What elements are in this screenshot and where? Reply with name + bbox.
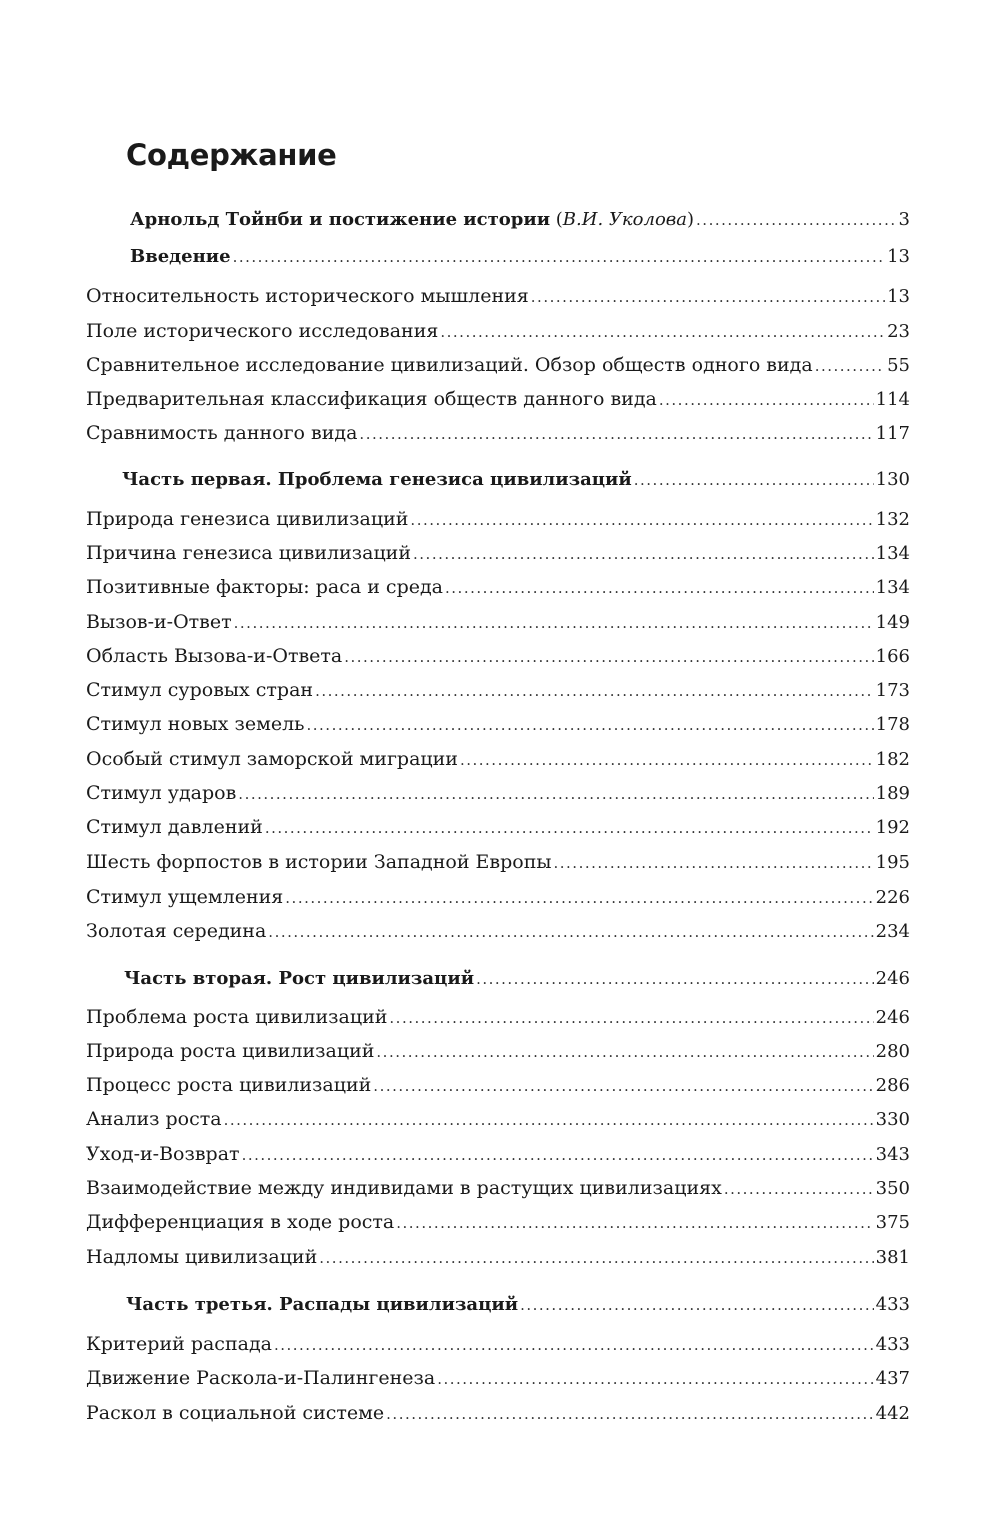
toc-chapter-entry[interactable]	[86, 1401, 910, 1426]
toc-entry-page: 114	[875, 389, 910, 410]
toc-chapter-entry[interactable]	[86, 610, 910, 635]
toc-chapter-entry[interactable]	[86, 387, 910, 412]
toc-entry-title: Сравнительное исследование цивилизаций. Обзор обществ одного вида	[86, 354, 813, 376]
toc-section-entry[interactable]	[124, 967, 910, 991]
toc-entry-page: 350	[875, 1178, 910, 1199]
toc-chapter-entry[interactable]	[86, 1005, 910, 1030]
toc-section-entry[interactable]	[130, 208, 910, 232]
toc-entry-page: 134	[875, 543, 910, 564]
toc-entry-title: Дифференциация в ходе роста	[86, 1211, 395, 1233]
toc-entry-title: Часть первая. Проблема генезиса цивилизаций	[122, 469, 632, 490]
toc-entry-title: Критерий распада	[86, 1333, 272, 1355]
toc-entry-page: 433	[875, 1334, 910, 1355]
toc-entry-page: 192	[875, 817, 910, 838]
dot-leader	[634, 468, 874, 492]
toc-entry-page: 132	[875, 509, 910, 530]
dot-leader	[238, 782, 873, 806]
toc-chapter-entry[interactable]	[86, 1176, 910, 1201]
dot-leader	[476, 967, 874, 991]
toc-entry-title: Анализ роста	[86, 1108, 222, 1130]
toc-entry-title: Часть вторая. Рост цивилизаций	[124, 968, 475, 989]
toc-entry-title: Позитивные факторы: раса и среда	[86, 576, 444, 598]
author-paren-close: )	[687, 209, 695, 230]
dot-leader	[234, 611, 874, 635]
toc-entry-title: Движение Раскола-и-Палингенеза	[86, 1367, 436, 1389]
toc-entry-title: Поле исторического исследования	[86, 320, 439, 342]
dot-leader	[520, 1293, 874, 1317]
toc-entry-title: Стимул суровых стран	[86, 679, 314, 701]
toc-section-entry[interactable]	[126, 1293, 910, 1317]
toc-chapter-entry[interactable]	[86, 541, 910, 566]
toc-chapter-entry[interactable]	[86, 919, 910, 944]
toc-section-entry[interactable]	[122, 468, 910, 492]
toc-chapter-entry[interactable]	[86, 319, 910, 344]
toc-entry-title: Относительность исторического мышления	[86, 285, 529, 307]
dot-leader	[724, 1177, 874, 1201]
dot-leader	[265, 816, 874, 840]
toc-entry-title: Особый стимул заморской миграции	[86, 748, 458, 770]
toc-entry-page: 13	[887, 246, 910, 267]
toc-entry-page: 134	[875, 577, 910, 598]
toc-entry-title: Область Вызова-и-Ответа	[86, 645, 343, 667]
toc-entry-title: Вызов-и-Ответ	[86, 611, 232, 633]
toc-entry-page: 3	[898, 209, 910, 230]
toc-entry-title: Причина генезиса цивилизаций	[86, 542, 412, 564]
toc-entry-page: 246	[875, 1007, 910, 1028]
toc-chapter-entry[interactable]	[86, 421, 910, 446]
toc-entry-page: 343	[875, 1144, 910, 1165]
toc-entry-title: Предварительная классификация обществ данного вида	[86, 388, 657, 410]
toc-chapter-entry[interactable]	[86, 353, 910, 378]
toc-entry-page: 178	[875, 714, 910, 735]
toc-entry-title: Сравнимость данного вида	[86, 422, 358, 444]
dot-leader	[389, 1006, 873, 1030]
toc-chapter-entry[interactable]	[86, 885, 910, 910]
toc-entry-page: 330	[875, 1109, 910, 1130]
toc-entry-title: Раскол в социальной системе	[86, 1402, 385, 1424]
toc-entry-page: 442	[875, 1403, 910, 1424]
toc-entry-page: 437	[875, 1368, 910, 1389]
toc-section-entry[interactable]	[130, 245, 910, 269]
toc-chapter-entry[interactable]	[86, 1332, 910, 1357]
toc-entry-title: Стимул ущемления	[86, 886, 284, 908]
toc-chapter-entry[interactable]	[86, 284, 910, 309]
dot-leader	[315, 679, 874, 703]
dot-leader	[413, 542, 874, 566]
toc-entry-title: Природа генезиса цивилизаций	[86, 508, 409, 530]
toc-chapter-entry[interactable]	[86, 1039, 910, 1064]
toc-entry-page: 189	[875, 783, 910, 804]
toc-entry-title: Шесть форпостов в истории Западной Европы	[86, 851, 552, 873]
toc-entry-author: В.И. Уколова	[562, 209, 687, 230]
toc-chapter-entry[interactable]	[86, 1073, 910, 1098]
dot-leader	[376, 1040, 873, 1064]
toc-entry-page: 195	[875, 852, 910, 873]
dot-leader	[410, 508, 873, 532]
toc-chapter-entry[interactable]	[86, 815, 910, 840]
dot-leader	[224, 1108, 874, 1132]
toc-entry-title: Проблема роста цивилизаций	[86, 1006, 388, 1028]
toc-chapter-entry[interactable]	[86, 747, 910, 772]
toc-entry-page: 226	[875, 887, 910, 908]
toc-entry-title: Часть третья. Распады цивилизаций	[126, 1294, 519, 1315]
dot-leader	[445, 576, 874, 600]
toc-entry-title: Уход-и-Возврат	[86, 1143, 240, 1165]
toc-entry-page: 280	[875, 1041, 910, 1062]
toc-entry-title: Процесс роста цивилизаций	[86, 1074, 372, 1096]
dot-leader	[460, 748, 874, 772]
toc-chapter-entry[interactable]	[86, 575, 910, 600]
toc-entry-page: 234	[875, 921, 910, 942]
toc-chapter-entry[interactable]	[86, 1142, 910, 1167]
toc-entry-title: Введение	[130, 246, 231, 267]
toc-entry-title: Арнольд Тойнби и постижение истории	[130, 209, 551, 230]
toc-chapter-entry[interactable]	[86, 712, 910, 737]
toc-chapter-entry[interactable]	[86, 1366, 910, 1391]
dot-leader	[319, 1246, 873, 1270]
dot-leader	[307, 713, 874, 737]
toc-chapter-entry[interactable]	[86, 678, 910, 703]
toc-entry-title: Взаимодействие между индивидами в растущих цивилизациях	[86, 1177, 722, 1199]
toc-entry-page: 130	[875, 469, 910, 490]
toc-chapter-entry[interactable]	[86, 1107, 910, 1132]
toc-entry-page: 182	[875, 749, 910, 770]
dot-leader	[359, 422, 873, 446]
dot-leader	[242, 1143, 874, 1167]
dot-leader	[554, 851, 874, 875]
dot-leader	[373, 1074, 873, 1098]
dot-leader	[437, 1367, 873, 1391]
toc-entry-page: 23	[887, 321, 910, 342]
toc-chapter-entry[interactable]	[86, 1245, 910, 1270]
toc-entry-title: Надломы цивилизаций	[86, 1246, 318, 1268]
toc-chapter-entry[interactable]	[86, 850, 910, 875]
toc-entry-page: 286	[875, 1075, 910, 1096]
toc-heading: Содержание	[126, 138, 337, 172]
toc-entry-page: 381	[875, 1247, 910, 1268]
dot-leader	[396, 1211, 873, 1235]
toc-chapter-entry[interactable]	[86, 644, 910, 669]
dot-leader	[233, 245, 885, 269]
toc-entry-page: 375	[875, 1212, 910, 1233]
toc-chapter-entry[interactable]	[86, 781, 910, 806]
dot-leader	[285, 886, 873, 910]
dot-leader	[386, 1402, 873, 1426]
toc-entry-title: Стимул новых земель	[86, 713, 305, 735]
toc-entry-title: Стимул давлений	[86, 816, 263, 838]
toc-entry-page: 166	[875, 646, 910, 667]
toc-entry-page: 246	[875, 968, 910, 989]
author-paren-open: (	[550, 209, 563, 230]
toc-chapter-entry[interactable]	[86, 507, 910, 532]
dot-leader	[440, 320, 885, 344]
toc-entry-page: 55	[887, 355, 910, 376]
dot-leader	[274, 1333, 874, 1357]
dot-leader	[815, 354, 885, 378]
toc-entry-title: Природа роста цивилизаций	[86, 1040, 375, 1062]
dot-leader	[531, 285, 885, 309]
toc-entry-title: Золотая середина	[86, 920, 267, 942]
toc-chapter-entry[interactable]	[86, 1210, 910, 1235]
toc-entry-page: 173	[875, 680, 910, 701]
dot-leader	[268, 920, 873, 944]
toc-entry-title: Стимул ударов	[86, 782, 237, 804]
dot-leader	[659, 388, 874, 412]
toc-entry-page: 13	[887, 286, 910, 307]
toc-entry-page: 433	[875, 1294, 910, 1315]
dot-leader	[344, 645, 873, 669]
toc-entry-page: 117	[875, 423, 910, 444]
toc-entry-page: 149	[875, 612, 910, 633]
dot-leader	[696, 208, 897, 232]
